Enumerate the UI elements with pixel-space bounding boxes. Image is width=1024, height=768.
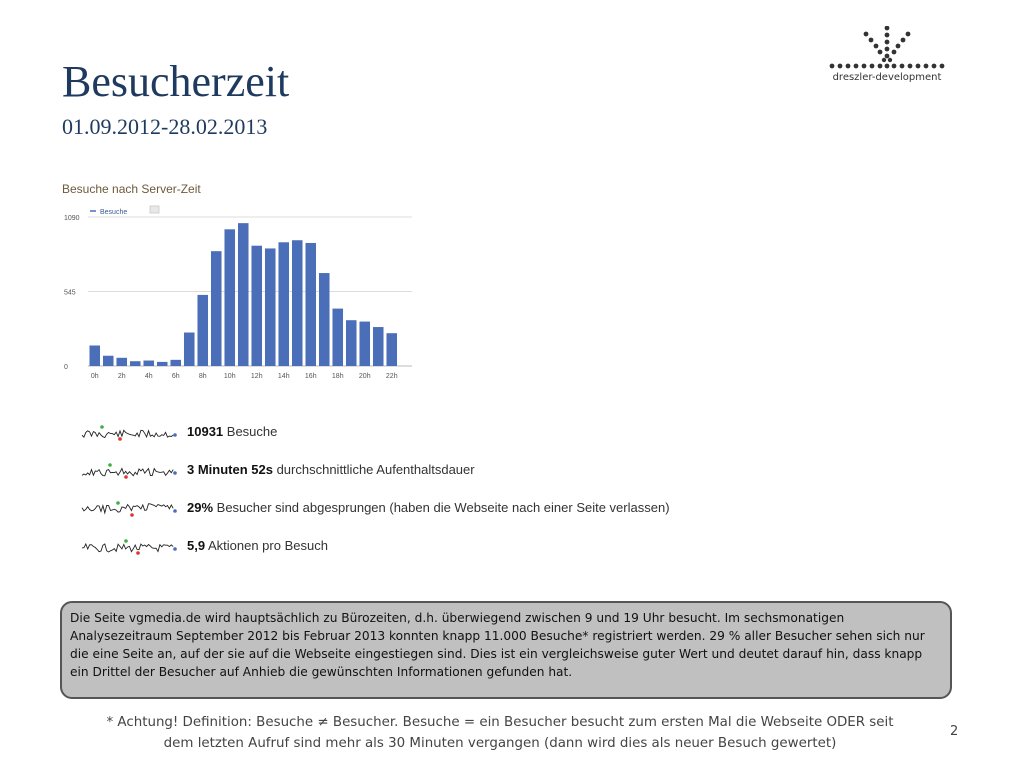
stat-duration	[187, 462, 475, 477]
footnote-line: * Achtung! Definition: Besuche ≠ Besucher. Besuche = ein Besucher besucht zum ersten Mal die Webseite ODER seit	[106, 715, 894, 730]
summary-note: Die Seite vgmedia.de wird hauptsächlich zu Bürozeiten, d.h. überwiegend zwischen 9 und 19 Uhr besucht. Im sechsmonatigen Analysezeitraum September 2012 bis Februar 2013 konnten knapp 11.000 Besuche* registriert werden. 29 % aller Besucher sehen sich nur die eine Seite an, auf der sie auf die Webseite eingestiegen sind. Dies ist ein vergleichsweise guter Wert und deutet darauf hin, dass knapp ein Drittel der Besucher auf Anhieb die gewünschten Informationen gefunden hat.	[60, 601, 952, 699]
sparkline-icon	[80, 422, 180, 442]
logo-icon	[826, 26, 948, 72]
bar-4h	[143, 361, 154, 366]
stat-row-duration	[80, 458, 720, 482]
sparkline-icon	[80, 498, 180, 518]
sparkline-icon	[80, 460, 180, 480]
sparkline-icon	[80, 536, 180, 556]
bar-21h	[373, 327, 384, 366]
bar-15h	[292, 240, 303, 366]
slide-title: Besucherzeit	[62, 57, 290, 106]
x-tick-label: 20h	[358, 373, 371, 380]
x-tick-label: 12h	[250, 373, 263, 380]
bar-18h	[332, 309, 343, 366]
x-tick-label: 0h	[90, 373, 99, 380]
bar-3h	[130, 361, 141, 366]
sparkline-max-marker	[108, 463, 112, 467]
sparkline-min-marker	[136, 551, 140, 555]
legend-label: Besuche	[100, 209, 128, 216]
stat-label: Aktionen pro Besuch	[205, 538, 328, 553]
bar-5h	[157, 362, 168, 366]
definition-footnote	[70, 712, 930, 754]
sparkline-min-marker	[118, 437, 122, 441]
bar-13h	[265, 248, 276, 366]
bar-1h	[103, 356, 114, 366]
logo-text: dreszler-development	[832, 72, 942, 83]
y-tick-label: 1090	[64, 215, 80, 222]
slide-subtitle: 01.09.2012-28.02.2013	[62, 114, 268, 139]
sparkline-end-marker	[173, 509, 177, 513]
stat-label: Besucher sind abgesprungen (haben die Webseite nach einer Seite verlassen)	[213, 500, 670, 515]
stat-row-actions	[80, 534, 720, 558]
sparkline-max-marker	[100, 425, 104, 429]
bar-22h	[386, 333, 397, 366]
bar-14h	[278, 242, 289, 366]
bar-0h	[89, 345, 100, 366]
x-tick-label: 18h	[331, 373, 344, 380]
sparkline-path	[82, 504, 173, 513]
bar-6h	[170, 360, 181, 366]
sparkline-path	[82, 544, 173, 552]
sparkline-path	[82, 430, 173, 437]
stat-value: 10931	[187, 424, 224, 439]
stat-value: 5,9	[187, 538, 206, 553]
chart-title: Besuche nach Server-Zeit	[62, 182, 201, 196]
x-tick-label: 22h	[385, 373, 398, 380]
sparkline-min-marker	[130, 513, 134, 517]
stat-label: Besuche	[223, 424, 278, 439]
bar-7h	[184, 333, 195, 366]
company-logo	[826, 26, 948, 90]
sparkline-max-marker	[116, 501, 120, 505]
stat-actions	[187, 538, 328, 553]
y-tick-label: 0	[64, 364, 68, 371]
sparkline-path	[82, 469, 173, 476]
bar-10h	[224, 229, 235, 366]
visits-by-hour-chart	[62, 200, 422, 390]
bar-12h	[251, 246, 262, 366]
stat-row-visits	[80, 420, 720, 444]
x-tick-label: 10h	[223, 373, 236, 380]
stat-label: durchschnittliche Aufenthaltsdauer	[272, 462, 475, 477]
x-tick-label: 2h	[117, 373, 126, 380]
x-tick-label: 14h	[277, 373, 290, 380]
sparkline-end-marker	[173, 471, 177, 475]
y-tick-label: 545	[64, 289, 76, 297]
stat-row-bounce	[80, 496, 720, 520]
bar-11h	[238, 223, 249, 366]
x-tick-label: 16h	[304, 373, 317, 380]
x-tick-label: 6h	[171, 373, 180, 380]
sparkline-max-marker	[124, 539, 128, 543]
sparkline-min-marker	[124, 475, 128, 479]
export-icon	[150, 206, 159, 213]
sparkline-end-marker	[173, 433, 177, 437]
bar-8h	[197, 295, 208, 366]
x-tick-label: 8h	[198, 373, 207, 380]
stat-value: 3 Minuten 52s	[187, 462, 273, 477]
footnote-line: dem letzten Aufruf sind mehr als 30 Minuten vergangen (dann wird dies als neuer Besuch gewertet)	[163, 736, 837, 751]
bar-17h	[319, 273, 330, 366]
stat-value: 29%	[187, 500, 214, 515]
stat-bounce	[187, 500, 670, 515]
bar-9h	[211, 251, 222, 366]
bar-16h	[305, 243, 316, 366]
stat-visits	[187, 424, 277, 439]
bar-19h	[346, 320, 357, 366]
sparkline-end-marker	[173, 547, 177, 551]
bar-20h	[359, 322, 370, 366]
bar-2h	[116, 358, 127, 366]
x-tick-label: 4h	[144, 373, 153, 380]
page-number: 2	[950, 724, 959, 739]
